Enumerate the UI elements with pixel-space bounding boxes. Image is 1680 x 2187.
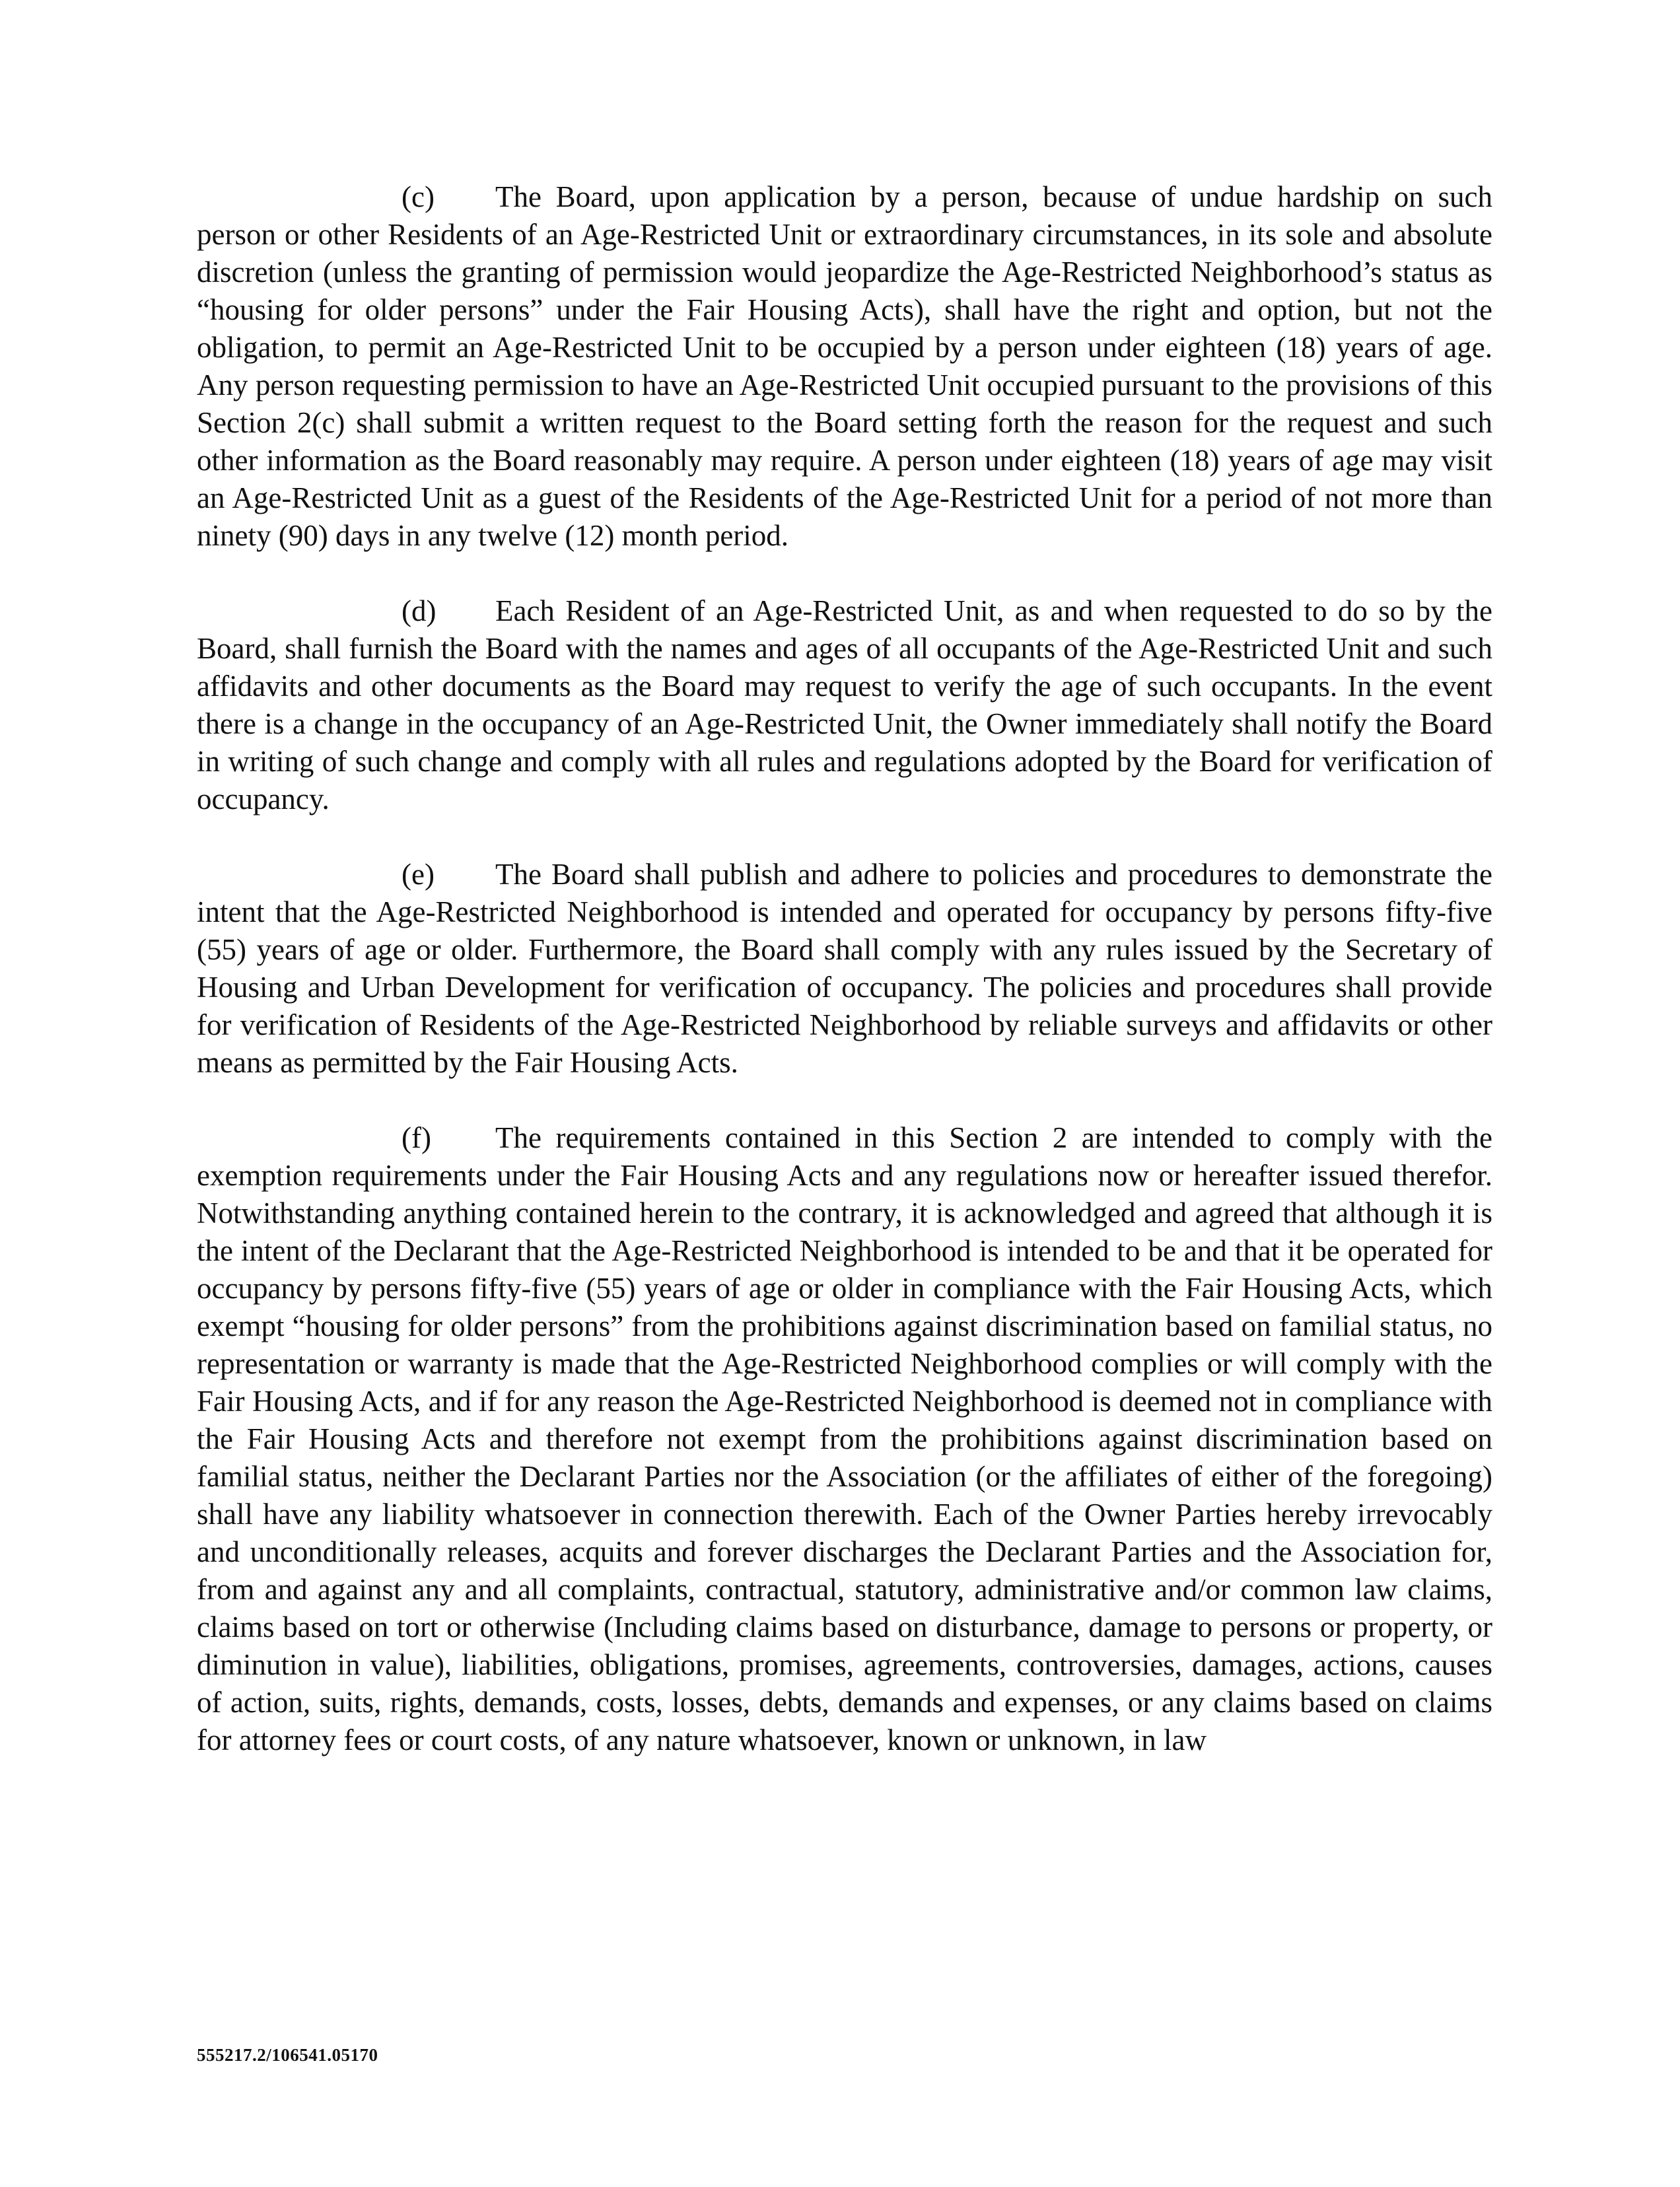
paragraph-e [197,856,1492,1082]
document-body [197,178,1492,1759]
paragraph-text-c: The Board, upon application by a person, because of undue hardship on such person or other Residents of an Age-Restricted Unit or extraordinary circumstances, in its sole and absolute discretion (unless the granting of permission would jeopardize the Age-Restricted Neighborhood’s status as “housing for older persons” under the Fair Housing Acts), shall have the right and option, but not the obligation, to permit an Age-Restricted Unit to be occupied by a person under eighteen (18) years of age. Any person requesting permission to have an Age-Restricted Unit occupied pursuant to the provisions of this Section 2(c) shall submit a written request to the Board setting forth the reason for the request and such other information as the Board reasonably may require. A person under eighteen (18) years of age may visit an Age-Restricted Unit as a guest of the Residents of the Age-Restricted Unit for a period of not more than ninety (90) days in any twelve (12) month period. [197,180,1492,552]
paragraph-text-e: The Board shall publish and adhere to policies and procedures to demonstrate the intent that the Age-Restricted Neighborhood is intended and operated for occupancy by persons fifty-five (55) years of age or older. Furthermore, the Board shall comply with any rules issued by the Secretary of Housing and Urban Development for verification of occupancy. The policies and procedures shall provide for verification of Residents of the Age-Restricted Neighborhood by reliable surveys and affidavits or other means as permitted by the Fair Housing Acts. [197,858,1492,1079]
paragraph-marker-f: (f) [402,1121,431,1154]
document-footer-id: 555217.2/106541.05170 [197,2045,378,2065]
paragraph-text-f: The requirements contained in this Section 2 are intended to comply with the exemption requirements under the Fair Housing Acts and any regulations now or hereafter issued therefor. Notwithstanding anything contained herein to the contrary, it is acknowledged and agreed that although it is the intent of the Declarant that the Age-Restricted Neighborhood is intended to be and that it be operated for occupancy by persons fifty-five (55) years of age or older in compliance with the Fair Housing Acts, which exempt “housing for older persons” from the prohibitions against discrimination based on familial status, no representation or warranty is made that the Age-Restricted Neighborhood complies or will comply with the Fair Housing Acts, and if for any reason the Age-Restricted Neighborhood is deemed not in compliance with the Fair Housing Acts and therefore not exempt from the prohibitions against discrimination based on familial status, neither the Declarant Parties nor the Association (or the affiliates of either of the foregoing) shall have any liability whatsoever in connection therewith. Each of the Owner Parties hereby irrevocably and unconditionally releases, acquits and forever discharges the Declarant Parties and the Association for, from and against any and all complaints, contractual, statutory, administrative and/or common law claims, claims based on tort or otherwise (Including claims based on disturbance, damage to persons or property, or diminution in value), liabilities, obligations, promises, agreements, controversies, damages, actions, causes of action, suits, rights, demands, costs, losses, debts, demands and expenses, or any claims based on claims for attorney fees or court costs, of any nature whatsoever, known or unknown, in law [197,1121,1492,1756]
paragraph-text-d: Each Resident of an Age-Restricted Unit, as and when requested to do so by the Board, shall furnish the Board with the names and ages of all occupants of the Age-Restricted Unit and such affidavits and other documents as the Board may request to verify the age of such occupants. In the event there is a change in the occupancy of an Age-Restricted Unit, the Owner immediately shall notify the Board in writing of such change and comply with all rules and regulations adopted by the Board for verification of occupancy. [197,594,1492,816]
paragraph-c [197,178,1492,555]
paragraph-f [197,1119,1492,1759]
paragraph-marker-d: (d) [402,594,437,627]
paragraph-marker-e: (e) [402,858,435,891]
paragraph-marker-c: (c) [402,180,435,213]
paragraph-d [197,592,1492,818]
